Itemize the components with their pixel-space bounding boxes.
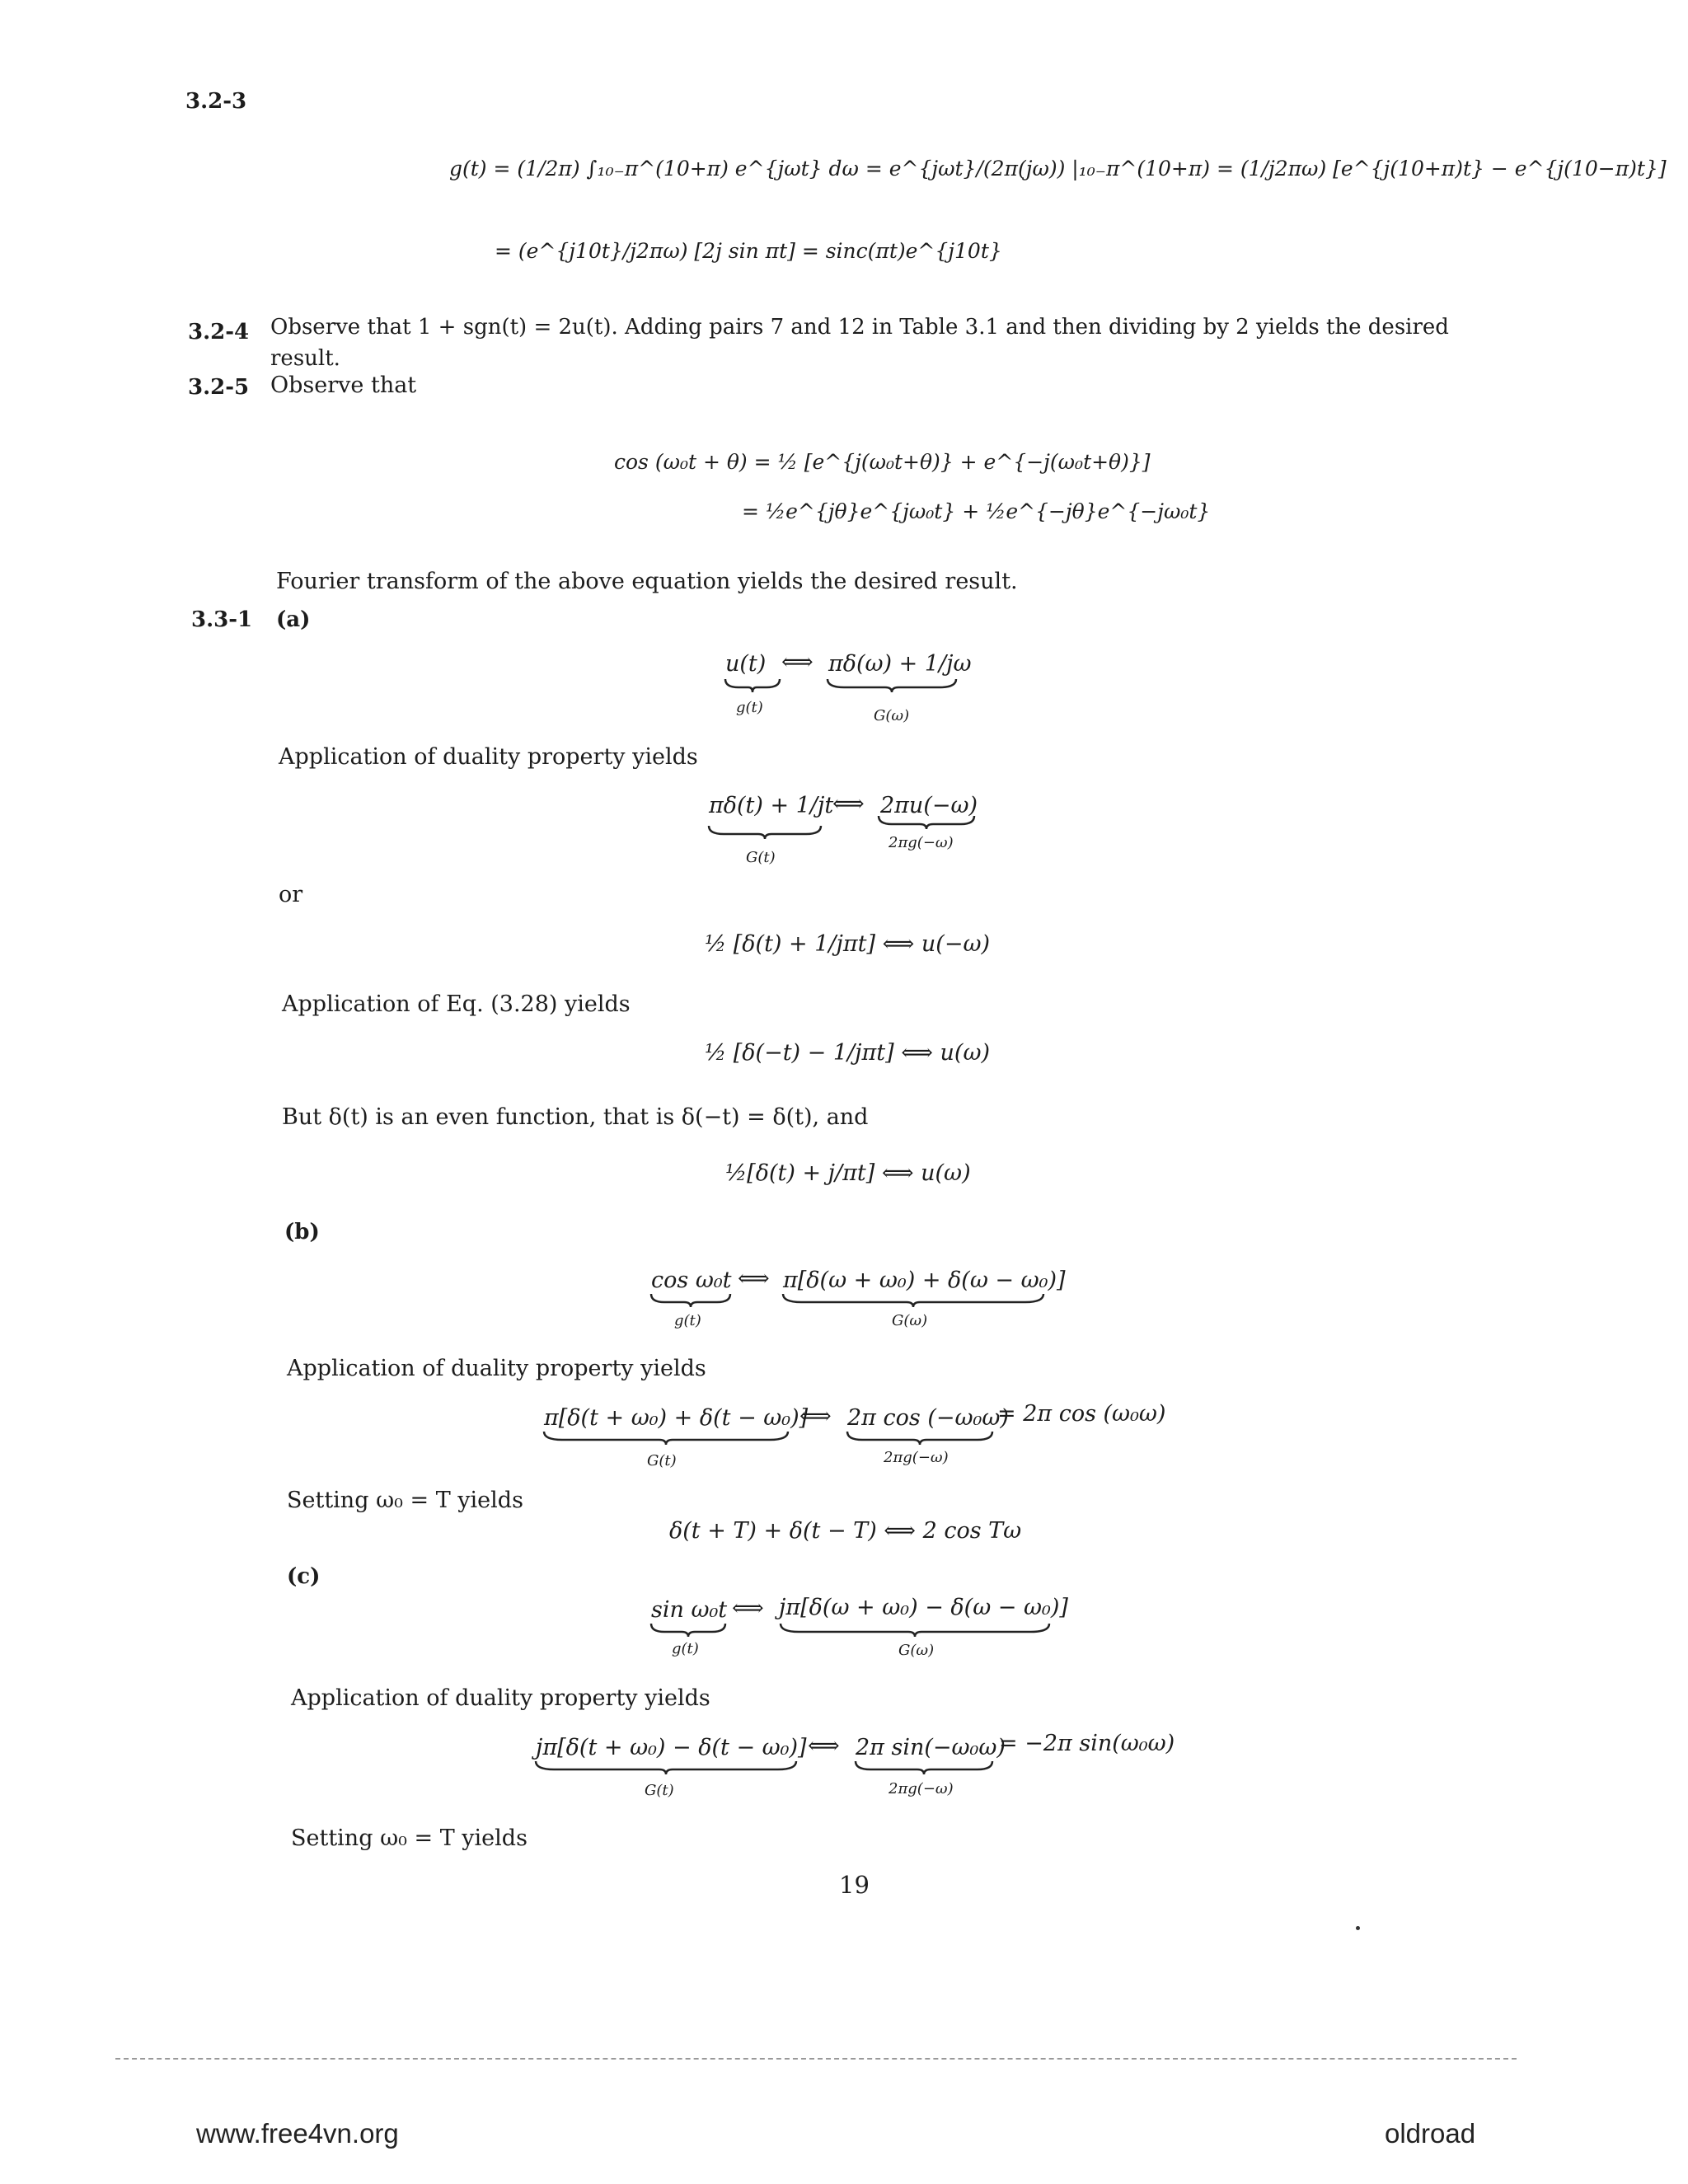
part-b-text1: Application of duality property yields: [287, 1356, 706, 1381]
equation-c2-tail: = −2π sin(ω₀ω): [999, 1731, 1175, 1756]
equation-c1-arrow: ⟺: [732, 1596, 764, 1621]
underbrace-c1-right: [779, 1622, 1051, 1638]
equation-b2-right: 2π cos (−ω₀ω): [847, 1405, 1009, 1431]
equation-b1-right: π[δ(ω + ω₀) + δ(ω − ω₀)]: [783, 1268, 1066, 1293]
underbrace-b1-left: [649, 1292, 732, 1309]
equation-a4: ½ [δ(−t) − 1/jπt] ⟺ u(ω): [705, 1040, 990, 1066]
equation-c2-arrow: ⟺: [808, 1733, 840, 1759]
equation-a1-arrow: ⟺: [781, 649, 814, 675]
underlabel-c2-right: 2πg(−ω): [889, 1780, 954, 1797]
equation-a1-right: πδ(ω) + 1/jω: [828, 651, 972, 677]
equation-b2-tail: = 2π cos (ω₀ω): [997, 1401, 1166, 1427]
equation-a2-right: 2πu(−ω): [880, 793, 978, 818]
underbrace-b1-right: [781, 1292, 1045, 1309]
footer-label: oldroad: [1385, 2118, 1476, 2149]
scan-dashed-line: [115, 2058, 1517, 2060]
part-a-text3: But δ(t) is an even function, that is δ(−t) = δ(t), and: [282, 1104, 869, 1130]
equation-3-2-5-line2: = ½e^{jθ}e^{jω₀t} + ½e^{−jθ}e^{−jω₀t}: [742, 499, 1211, 523]
problem-label-3-3-1: 3.3-1: [191, 607, 253, 632]
part-c-tag: (c): [287, 1564, 321, 1589]
underlabel-b1-right: G(ω): [892, 1312, 928, 1329]
underlabel-c1-left: g(t): [672, 1640, 699, 1657]
equation-3-2-3-line2: = (e^{j10t}/j2πω) [2j sin πt] = sinc(πt)e^{j10t}: [495, 239, 1002, 263]
part-c-text2: Setting ω₀ = T yields: [291, 1825, 528, 1851]
underlabel-a1-left: g(t): [736, 699, 763, 716]
underbrace-c1-left: [649, 1622, 727, 1638]
equation-a1-left: u(t): [725, 651, 767, 677]
problem-label-3-2-3: 3.2-3: [185, 89, 247, 114]
problem-3-2-4-text: Observe that 1 + sgn(t) = 2u(t). Adding pairs 7 and 12 in Table 3.1 and then dividing by 2 yields the desired: [270, 315, 1449, 340]
part-a-or: or: [279, 882, 303, 907]
problem-3-2-5-conclusion: Fourier transform of the above equation yields the desired result.: [276, 569, 1018, 594]
equation-b3: δ(t + T) + δ(t − T) ⟺ 2 cos Tω: [669, 1518, 1022, 1544]
part-b-tag: (b): [284, 1220, 320, 1244]
underlabel-a2-left: G(t): [746, 849, 776, 866]
problem-3-2-4-text-cont: result.: [270, 346, 340, 371]
underlabel-b2-right: 2πg(−ω): [884, 1449, 949, 1466]
problem-3-2-5-text: Observe that: [270, 373, 417, 398]
part-c-text1: Application of duality property yields: [291, 1685, 710, 1711]
equation-b1-left: cos ω₀t: [651, 1268, 732, 1293]
part-a-text1: Application of duality property yields: [279, 744, 698, 770]
equation-a2-left: πδ(t) + 1/jt: [709, 793, 834, 818]
equation-c2-right: 2π sin(−ω₀ω): [856, 1735, 1006, 1760]
underbrace-c2-left: [534, 1760, 798, 1776]
underbrace-a1-right: [826, 677, 958, 694]
equation-b2-left: π[δ(t + ω₀) + δ(t − ω₀)]: [544, 1405, 809, 1431]
part-a-tag: (a): [276, 607, 311, 632]
underbrace-b2-left: [542, 1430, 790, 1446]
underbrace-a2-left: [707, 824, 823, 841]
equation-3-2-3-line1: g(t) = (1/2π) ∫₁₀₋π^(10+π) e^{jωt} dω = e^{jωt}/(2π(jω)) |₁₀₋π^(10+π) = (1/j2πω) [e^{j(10+π)t} − e^{j(10−π)t}]: [449, 157, 1667, 180]
underlabel-b2-left: G(t): [647, 1452, 677, 1469]
underlabel-c1-right: G(ω): [898, 1642, 935, 1659]
part-b-text2: Setting ω₀ = T yields: [287, 1488, 523, 1513]
equation-a2-arrow: ⟺: [832, 791, 865, 817]
underbrace-c2-right: [854, 1760, 994, 1776]
underlabel-c2-left: G(t): [645, 1782, 674, 1799]
underlabel-b1-left: g(t): [674, 1312, 701, 1329]
underbrace-a1-left: [724, 677, 781, 694]
equation-b2-arrow: ⟺: [799, 1404, 832, 1429]
problem-label-3-2-4: 3.2-4: [188, 320, 250, 344]
underlabel-a1-right: G(ω): [874, 707, 910, 724]
equation-3-2-5-line1: cos (ω₀t + θ) = ½ [e^{j(ω₀t+θ)} + e^{−j(ω₀t+θ)}]: [614, 450, 1151, 474]
scan-speck: [1356, 1926, 1360, 1930]
problem-label-3-2-5: 3.2-5: [188, 375, 250, 400]
footer-website[interactable]: www.free4vn.org: [196, 2118, 399, 2149]
equation-a5: ½[δ(t) + j/πt] ⟺ u(ω): [725, 1160, 971, 1186]
equation-c1-left: sin ω₀t: [651, 1597, 728, 1623]
equation-a3: ½ [δ(t) + 1/jπt] ⟺ u(−ω): [705, 931, 990, 957]
part-a-text2: Application of Eq. (3.28) yields: [282, 991, 631, 1017]
equation-c1-right: jπ[δ(ω + ω₀) − δ(ω − ω₀)]: [779, 1595, 1068, 1620]
underlabel-a2-right: 2πg(−ω): [889, 834, 954, 851]
underbrace-a2-right: [877, 814, 976, 831]
underbrace-b2-right: [846, 1430, 994, 1446]
page-number: 19: [839, 1871, 870, 1899]
equation-b1-arrow: ⟺: [738, 1266, 770, 1291]
equation-c2-left: jπ[δ(t + ω₀) − δ(t − ω₀)]: [536, 1735, 807, 1760]
